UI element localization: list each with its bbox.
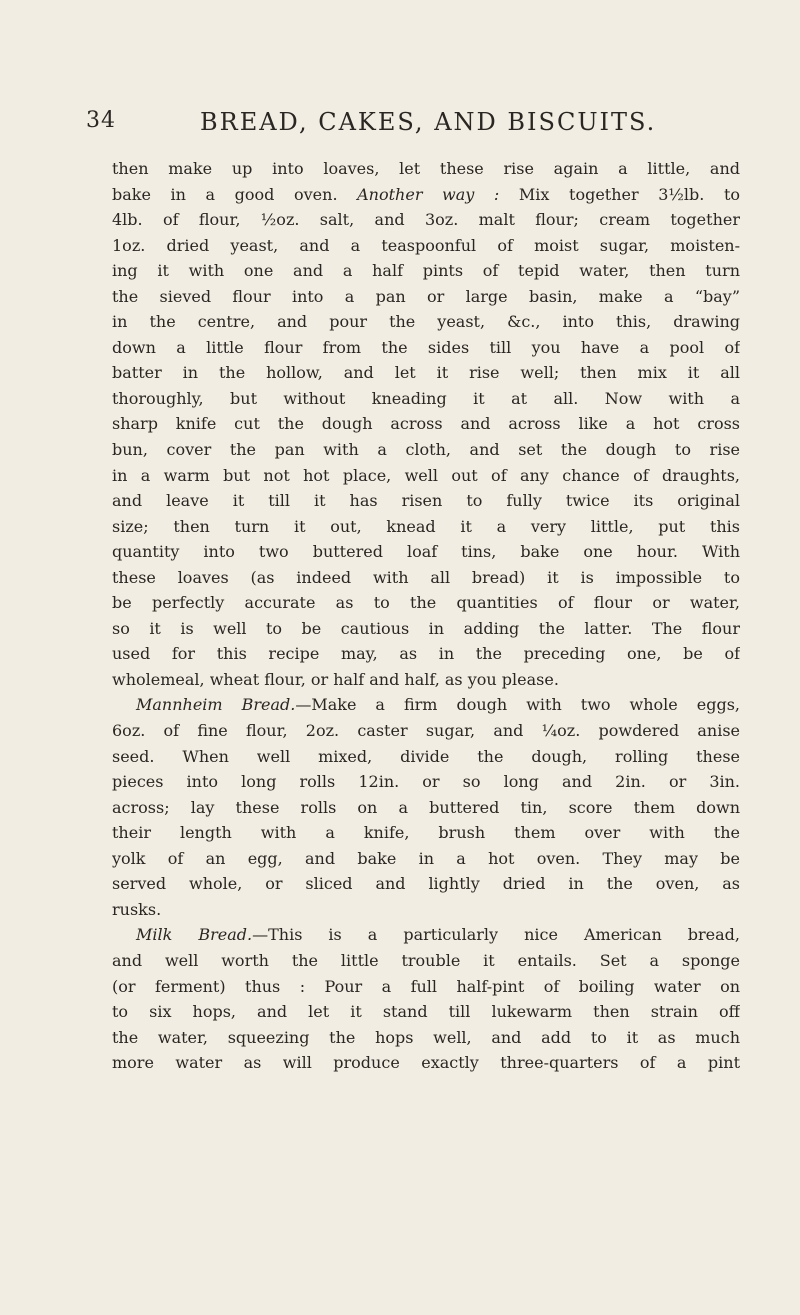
text-line: pieces into long rolls 12in. or so long and 2in. or 3in. — [112, 772, 740, 792]
text-line: (or ferment) thus : Pour a full half-pint of boiling water on — [112, 976, 740, 996]
text-line: yolk of an egg, and bake in a hot oven. They may be — [112, 848, 740, 868]
text-line: used for this recipe may, as in the preceding one, be of — [112, 644, 740, 664]
recipe-title-milk-bread: Milk Bread. — [136, 925, 253, 945]
text-line: rusks. — [112, 899, 162, 919]
text-line: thoroughly, but without kneading it at all. Now with a — [112, 388, 740, 408]
text-line: bun, cover the pan with a cloth, and set the dough to rise — [112, 440, 740, 460]
text-line: across; lay these rolls on a buttered tin, score them down — [112, 797, 740, 817]
text-line: Milk Bread.—This is a particularly nice American bread, — [136, 925, 740, 945]
text-line: down a little flour from the sides till you have a pool of — [112, 337, 740, 357]
text-line: served whole, or sliced and lightly dried in the oven, as — [112, 874, 740, 894]
text-line: size; then turn it out, knead it a very little, put this — [112, 516, 740, 536]
text-line: more water as will produce exactly three-quarters of a pint — [112, 1053, 740, 1073]
text-line: 6oz. of fine flour, 2oz. caster sugar, and ¼oz. powdered anise — [112, 721, 740, 741]
running-title: BREAD, CAKES, AND BISCUITS. — [200, 108, 657, 136]
body-text — [112, 156, 740, 1076]
text-line: 1oz. dried yeast, and a teaspoonful of moist sugar, moisten- — [112, 235, 740, 255]
text-line: and leave it till it has risen to fully twice its original — [112, 491, 740, 511]
text-line: seed. When well mixed, divide the dough, rolling these — [112, 746, 740, 766]
text-line: Mannheim Bread.—Make a firm dough with two whole eggs, — [136, 695, 740, 715]
text-line: their length with a knife, brush them over with the — [112, 823, 740, 843]
page-header — [86, 108, 766, 148]
text-line: bake in a good oven. Another way : Mix together 3½lb. to — [112, 184, 740, 204]
text-line: quantity into two buttered loaf tins, bake one hour. With — [112, 542, 740, 562]
page-number: 34 — [86, 108, 116, 133]
text-line: in the centre, and pour the yeast, &c., into this, drawing — [112, 312, 740, 332]
text-line: in a warm but not hot place, well out of any chance of draughts, — [112, 465, 740, 485]
text-line: these loaves (as indeed with all bread) it is impossible to — [112, 567, 740, 587]
text-line: batter in the hollow, and let it rise well; then mix it all — [112, 363, 740, 383]
text-line: to six hops, and let it stand till lukewarm then strain off — [112, 1002, 740, 1022]
text-line: sharp knife cut the dough across and across like a hot cross — [112, 414, 740, 434]
text-line: the sieved flour into a pan or large basin, make a “bay” — [112, 286, 740, 306]
text-line: so it is well to be cautious in adding the latter. The flour — [112, 618, 740, 638]
text-line: then make up into loaves, let these rise again a little, and — [112, 159, 740, 178]
text-line: the water, squeezing the hops well, and add to it as much — [112, 1027, 740, 1047]
text-line: be perfectly accurate as to the quantities of flour or water, — [112, 593, 740, 613]
text-line: and well worth the little trouble it entails. Set a sponge — [112, 950, 740, 970]
text-line: ing it with one and a half pints of tepid water, then turn — [112, 261, 740, 281]
text-line: 4lb. of flour, ½oz. salt, and 3oz. malt flour; cream together — [112, 210, 740, 230]
recipe-title-mannheim: Mannheim Bread. — [136, 695, 296, 715]
italic-phrase: Another way : — [357, 184, 500, 204]
text-line: wholemeal, wheat flour, or half and half, as you please. — [112, 669, 559, 689]
